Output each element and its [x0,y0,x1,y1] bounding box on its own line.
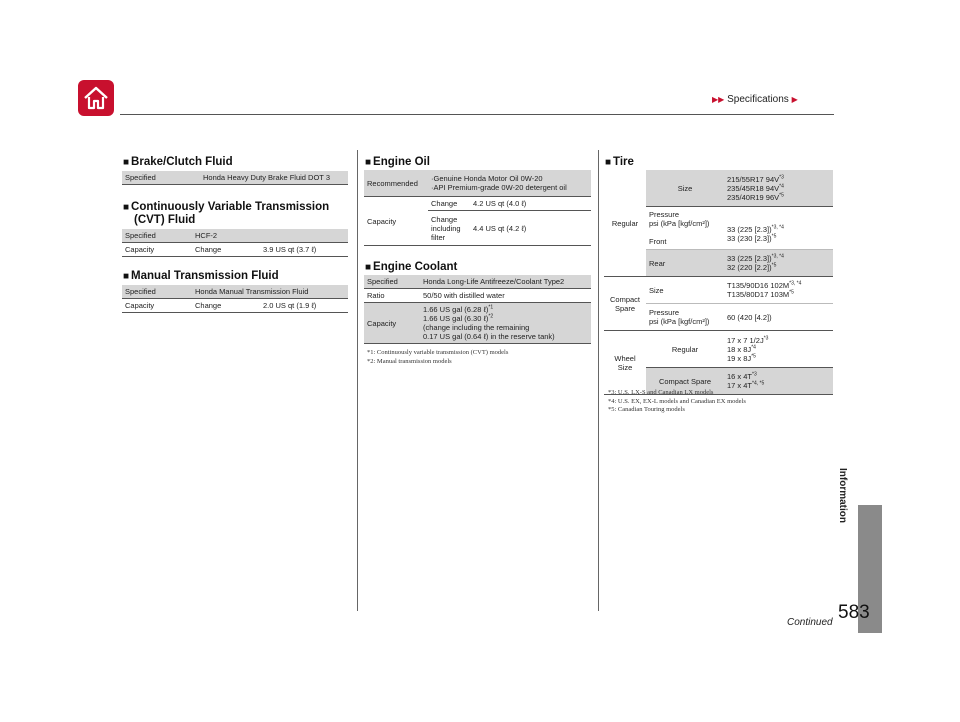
home-button[interactable] [78,80,114,116]
breadcrumb-label: Specifications [727,94,789,105]
breadcrumb[interactable] [712,94,798,105]
cvt-capacity-value: 3.9 US qt (3.7 ℓ) [263,245,317,254]
oil-recommended-label: Recommended [364,170,428,197]
oil-table [364,170,591,246]
manual-capacity-value: 2.0 US qt (1.9 ℓ) [263,301,317,310]
manual-specified-label: Specified [122,285,192,299]
brake-specified-label: Specified [122,171,200,185]
tire-spare-size-value: T135/90D16 $102M^{*3, *4}$ T135/80D17 $103M^{*5}$ [724,277,833,304]
breadcrumb-arrow-icon: ▶▶ [712,95,725,104]
oil-change-label: Change [428,197,470,211]
section-title-brake: ■ Brake/Clutch Fluid [123,156,233,168]
oil-change-filter-label: Change including filter [428,211,470,246]
tire-spare-pressure-label: Pressure psi (kPa [kgf/cm²]) [646,304,724,331]
wheel-regular-value: 17 x 7 $1/2J^{*3}$ 18 x $8J^{*4}$ 19 x $8J^{*5}$ [724,331,833,368]
coolant-ratio-label: Ratio [367,291,385,300]
coolant-footnotes: *1: Continuously variable transmission (CVT) models *2: Manual transmission models [367,349,509,365]
section-title-cvt: ■ Continuously Variable Transmission (CVT) Fluid [123,201,330,226]
manual-capacity-label: Capacity [125,301,155,310]
manual-specified-value: Honda Manual Transmission Fluid [192,285,348,299]
wheel-regular-label: Regular [646,331,724,368]
manual-table [122,285,348,313]
oil-change-value: 4.2 US qt (4.0 ℓ) [470,197,591,211]
section-title-coolant: ■ Engine Coolant [365,261,458,273]
tire-rear-label: Rear [646,250,724,277]
cvt-specified-value: HCF-2 [192,229,348,243]
cvt-table [122,229,348,257]
coolant-capacity-value: 1.66 US gal (6.28 ℓ)$^{*1}$ 1.66 US gal (6.30 ℓ)$^{*2}$ (change including the remaining 0.17 US gal (0.64 ℓ) in the reserve tank) [420,303,591,344]
tire-front-label: Pressure psi (kPa [kgf/cm²]) Front [646,207,724,250]
tire-regular-label: Regular [604,170,646,277]
oil-change-filter-value: 4.4 US qt (4.2 ℓ) [470,211,591,246]
wheel-compact-spare-value: 16 x $4T^{*3}$ 17 x $4T^{*4, *5}$ [724,368,833,395]
coolant-specified-label: Specified [364,275,420,289]
brake-specified-value: Honda Heavy Duty Brake Fluid DOT 3 [200,171,348,185]
sidebar-tab-information[interactable] [837,468,848,523]
section-title-tire: ■ Tire [605,156,634,168]
tire-spare-size-label: Size [646,277,724,304]
brake-table [122,171,348,185]
manual-change-label: Change [195,301,222,310]
cvt-change-label: Change [195,245,222,254]
tire-table [604,170,833,395]
section-title-manual: ■ Manual Transmission Fluid [123,270,279,282]
oil-recommended-value: ·Genuine Honda Motor Oil 0W-20 ·API Premium-grade 0W-20 detergent oil [428,170,591,197]
continued-label: Continued [787,617,833,628]
page-number: 583 [838,602,870,623]
coolant-ratio-value: 50/50 with distilled water [423,291,505,300]
tire-spare-label: Compact Spare [604,277,646,331]
column-divider [357,150,358,611]
wheel-size-label: Wheel Size [604,331,646,395]
column-divider [598,150,599,611]
cvt-specified-label: Specified [122,229,192,243]
tire-spare-pressure-value: 60 (420 [4.2]) [724,304,833,331]
coolant-capacity-label: Capacity [364,303,420,344]
tire-footnotes: *3: U.S. LX-S and Canadian LX models *4: U.S. EX, EX-L models and Canadian EX models *5: Canadian Touring models [608,389,746,413]
oil-capacity-label: Capacity [364,197,428,246]
tire-size-label: Size [646,170,724,207]
breadcrumb-end-icon: ▶ [791,95,798,104]
tire-front-value: 33 (225 [2.3])$^{*3, *4}$ 33 (230 [2.3])$^{*5}$ [724,207,833,250]
header-rule [120,114,834,115]
tire-size-value: 215/55R17 $94V^{*3}$ 235/45R18 $94V^{*4}$ 235/40R19 $96V^{*5}$ [724,170,833,207]
section-title-oil: ■ Engine Oil [365,156,430,168]
wheel-compact-spare-label: Compact Spare [646,368,724,395]
sidebar-tab-label: Information [837,468,848,523]
coolant-table [364,275,591,344]
coolant-specified-value: Honda Long-Life Antifreeze/Coolant Type2 [420,275,591,289]
tire-rear-value: 33 (225 [2.3])$^{*3, *4}$ 32 (220 [2.2])$^{*5}$ [724,250,833,277]
cvt-capacity-label: Capacity [125,245,155,254]
home-icon [82,85,110,111]
